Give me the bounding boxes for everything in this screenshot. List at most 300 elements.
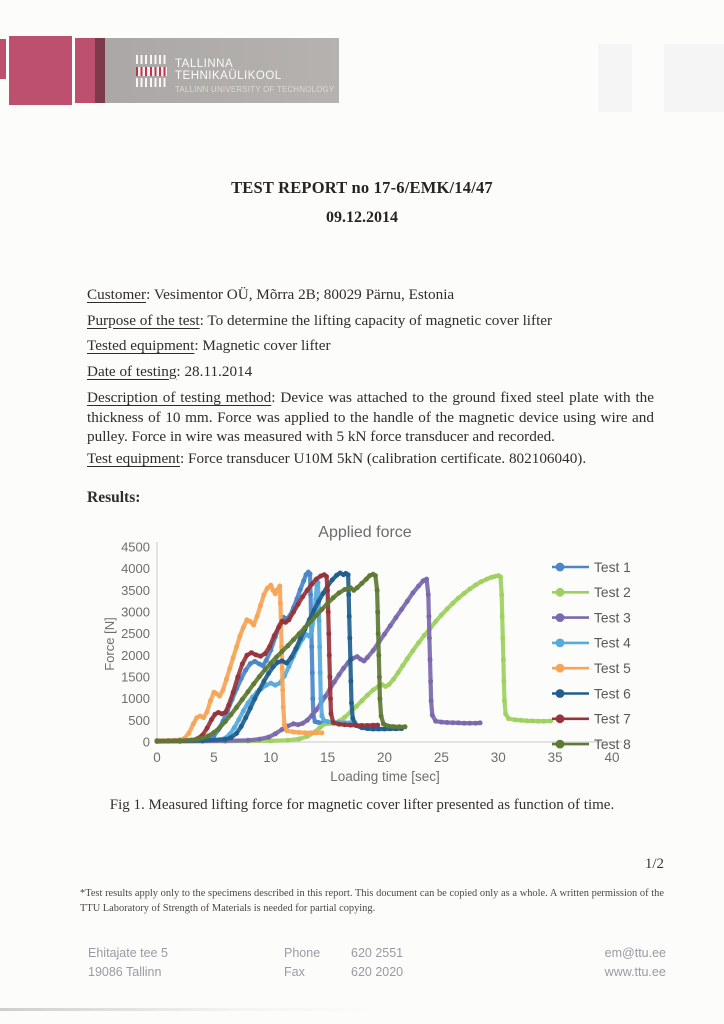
series-marker (268, 661, 273, 666)
x-tick-label: 10 (263, 750, 279, 765)
series-marker (430, 713, 435, 718)
header-banner (0, 0, 724, 125)
phone-row (284, 944, 514, 963)
series-marker (399, 607, 404, 612)
series-marker (439, 720, 444, 725)
series-marker (354, 723, 359, 728)
disclaimer-text: *Test results apply only to the specimens described in this report. This document can be copied only as a whole. A written permission of the TTU Laboratory of Strength of Materials is needed for partial copying. (80, 888, 664, 914)
series-marker (445, 607, 450, 612)
series-marker (473, 583, 478, 588)
series-marker (396, 670, 401, 675)
series-marker (456, 596, 461, 601)
series-marker (326, 631, 331, 636)
series-marker (155, 739, 160, 744)
series-marker (337, 590, 342, 595)
series-marker (439, 613, 444, 618)
series-marker (354, 704, 359, 709)
email: em@ttu.ee (604, 946, 666, 960)
series-marker (186, 731, 191, 736)
series-marker (337, 722, 342, 727)
x-tick-label: 0 (153, 750, 161, 765)
series-marker (346, 592, 351, 597)
series-marker (348, 679, 353, 684)
applied-force-figure (100, 520, 665, 798)
series-marker (484, 577, 489, 582)
series-marker (513, 717, 518, 722)
series-marker (297, 631, 302, 636)
series-marker (456, 720, 461, 725)
series-marker (251, 623, 256, 628)
series-marker (302, 730, 307, 735)
x-tick-label: 15 (320, 750, 336, 765)
series-marker (189, 738, 194, 743)
banner-strip (75, 38, 339, 103)
series-marker (503, 711, 508, 716)
series-marker (286, 617, 291, 622)
series-marker (323, 694, 328, 699)
series-marker (194, 737, 199, 742)
series-marker (252, 696, 257, 701)
series-marker (319, 607, 324, 612)
series-marker (348, 657, 353, 662)
series-marker (337, 672, 342, 677)
series-marker (277, 584, 282, 589)
series-marker (381, 721, 386, 726)
series-marker (473, 721, 478, 726)
series-marker (314, 577, 319, 582)
series-marker (234, 644, 239, 649)
field-value: Device was attached to the ground fixed steel plate with the thickness of 10 mm. Force was applied to the handle of the magnetic device using wire and pulley. Force in wire was measured with 5 kN force transducer and recorded. (87, 389, 655, 446)
series-marker (316, 720, 321, 725)
series-marker (226, 703, 231, 708)
series-marker (450, 720, 455, 725)
series-marker (427, 636, 432, 641)
x-tick-label: 5 (210, 750, 218, 765)
series-marker (462, 721, 467, 726)
series-marker (319, 714, 324, 719)
legend-marker (556, 563, 565, 572)
series-marker (410, 648, 415, 653)
series-marker (293, 646, 298, 651)
series-marker (241, 708, 246, 713)
x-tick-label: 25 (433, 750, 449, 765)
series-marker (291, 610, 296, 615)
field-separator (180, 450, 188, 467)
field-label: Test equipment (87, 449, 180, 467)
legend-label: Test 7 (594, 711, 631, 727)
series-marker (273, 683, 278, 688)
series-marker (424, 577, 429, 582)
series-marker (298, 587, 303, 592)
series-marker (267, 644, 272, 649)
series-marker (231, 655, 236, 660)
series-marker (410, 590, 415, 595)
series-marker (254, 652, 259, 657)
series-marker (257, 674, 262, 679)
series-marker (429, 698, 434, 703)
series-marker (422, 633, 427, 638)
logo-bar-row (136, 55, 167, 64)
fax-value: 620 2020 (351, 965, 404, 979)
series-marker (318, 696, 323, 701)
series-marker (405, 599, 410, 604)
field-label: Purpose of the test (87, 311, 200, 329)
series-marker (501, 679, 506, 684)
series-marker (285, 738, 290, 743)
series-marker (239, 724, 244, 729)
field-value: 28.11.2014 (184, 362, 253, 380)
series-marker (255, 614, 260, 619)
series-marker (498, 574, 503, 579)
series-marker (317, 644, 322, 649)
field-value: To determine the lifting capacity of magnetic cover lifter (207, 311, 553, 329)
field-separator (271, 389, 280, 406)
legend-label: Test 1 (594, 559, 631, 575)
series-marker (359, 698, 364, 703)
series-marker (257, 737, 262, 742)
series-marker (330, 577, 335, 582)
series-marker (268, 681, 273, 686)
legend-marker (556, 664, 565, 673)
legend-label: Test 6 (594, 686, 631, 702)
series-marker (243, 715, 248, 720)
series-marker (327, 653, 332, 658)
series-marker (462, 591, 467, 596)
legend-marker (556, 689, 565, 698)
series-marker (327, 675, 332, 680)
series-marker (428, 679, 433, 684)
series-marker (530, 719, 535, 724)
series-marker (291, 730, 296, 735)
legend-label: Test 5 (594, 661, 631, 676)
series-marker (376, 631, 381, 636)
series-marker (280, 659, 285, 664)
series-marker (310, 670, 315, 675)
series-marker (328, 696, 333, 701)
series-marker (284, 728, 289, 733)
series-marker (234, 731, 239, 736)
series-marker (208, 698, 213, 703)
series-marker (248, 706, 253, 711)
series-marker (280, 666, 285, 671)
series-marker (232, 725, 237, 730)
series-marker (209, 717, 214, 722)
series-marker (541, 719, 546, 724)
series-marker (365, 693, 370, 698)
series-marker (355, 585, 360, 590)
series-marker (331, 595, 336, 600)
legend-marker (556, 639, 565, 648)
series-marker (308, 571, 313, 576)
series-marker (236, 717, 241, 722)
field-tested-equipment (87, 337, 654, 354)
series-marker (346, 572, 351, 577)
series-marker (500, 614, 505, 619)
field-label: Tested equipment (87, 337, 195, 354)
series-marker (373, 573, 378, 578)
field-customer (87, 286, 654, 303)
series-marker (502, 698, 507, 703)
series-marker (252, 659, 257, 664)
series-marker (359, 581, 364, 586)
report-fields (87, 286, 654, 475)
university-name-en: TALLINN UNIVERSITY OF TECHNOLOGY (175, 85, 335, 94)
series-marker (536, 719, 541, 724)
series-marker (266, 671, 271, 676)
y-tick-label: 500 (128, 712, 150, 728)
series-marker (321, 591, 326, 596)
website: www.ttu.ee (604, 965, 666, 979)
series-marker (191, 721, 196, 726)
series-marker (342, 587, 347, 592)
series-marker (261, 679, 266, 684)
series-marker (316, 599, 321, 604)
series-marker (312, 608, 317, 613)
series-marker (296, 602, 301, 607)
series-marker (506, 716, 511, 721)
series-marker (243, 668, 248, 673)
series-marker (342, 722, 347, 727)
field-purpose (87, 312, 654, 329)
series-marker (240, 662, 245, 667)
results-heading: Results: (87, 489, 141, 506)
field-value: Vesimentor OÜ, Mõrra 2B; 80029 Pärnu, Estonia (153, 286, 455, 303)
series-marker (246, 689, 251, 694)
y-tick-label: 1500 (121, 669, 150, 685)
legend-label: Test 3 (594, 610, 631, 626)
series-marker (223, 737, 228, 742)
series-marker (248, 661, 253, 666)
series-marker (268, 583, 273, 588)
series-marker (433, 619, 438, 624)
footer-address (88, 944, 284, 982)
series-marker (416, 640, 421, 645)
series-marker (382, 632, 387, 637)
address-line2: 19086 Tallinn (88, 965, 162, 979)
series-marker (318, 670, 323, 675)
series-marker (307, 634, 312, 639)
series-marker (228, 712, 233, 717)
series-marker (377, 696, 382, 701)
series-marker (241, 625, 246, 630)
logo-bar-row (136, 67, 167, 76)
series-marker (314, 613, 319, 618)
y-tick-label: 4500 (121, 539, 150, 555)
series-marker (308, 730, 313, 735)
series-marker (258, 603, 263, 608)
series-marker (200, 736, 205, 741)
series-marker (375, 588, 380, 593)
series-marker (329, 711, 334, 716)
series-marker (266, 735, 271, 740)
logo-bar-row (136, 78, 167, 87)
field-label: Date of testing (87, 362, 177, 380)
series-marker (272, 633, 277, 638)
series-marker (282, 722, 287, 727)
y-axis-label: Force [N] (102, 617, 117, 671)
series-marker (377, 675, 382, 680)
series-marker (479, 579, 484, 584)
series-marker (385, 724, 390, 729)
series-marker (371, 688, 376, 693)
fax-row (284, 963, 514, 982)
series-marker (302, 625, 307, 630)
series-marker (400, 663, 405, 668)
y-tick-label: 2000 (121, 647, 150, 663)
series-marker (263, 651, 268, 656)
field-value: Force transducer U10M 5kN (calibration certificate. 802106040). (188, 449, 587, 467)
page-number: 1/2 (644, 856, 664, 872)
series-marker (257, 688, 262, 693)
university-name-et: TALLINNA TEHNIKAÜLIKOOL (175, 58, 282, 82)
field-label: Customer (87, 286, 147, 303)
series-marker (365, 723, 370, 728)
series-marker (206, 733, 211, 738)
series-marker (228, 735, 233, 740)
series-marker (205, 726, 210, 731)
figure-caption: Fig 1. Measured lifting force for magnetic cover lifter presented as function of time. (109, 797, 615, 813)
x-tick-label: 30 (490, 750, 506, 765)
series-marker (309, 644, 314, 649)
fax-label: Fax (284, 965, 305, 979)
series-marker (317, 618, 322, 623)
y-tick-label: 4000 (121, 561, 150, 577)
x-tick-label: 40 (604, 750, 620, 765)
series-marker (273, 591, 278, 596)
series-marker (308, 592, 313, 597)
scan-artifact (0, 1008, 380, 1011)
series-marker (240, 697, 245, 702)
y-tick-label: 0 (142, 734, 150, 750)
footer-contact (88, 944, 666, 982)
series-marker (314, 730, 319, 735)
series-marker (347, 614, 352, 619)
series-marker (201, 715, 206, 720)
series-marker (291, 637, 296, 642)
y-tick-label: 3000 (121, 604, 150, 620)
series-marker (281, 705, 286, 710)
series-marker (314, 707, 319, 712)
x-tick-label: 20 (376, 750, 393, 765)
series-marker (325, 588, 330, 593)
series-marker (276, 625, 281, 630)
series-marker (347, 636, 352, 641)
series-marker (251, 681, 256, 686)
series-marker (300, 721, 305, 726)
series-marker (524, 718, 529, 723)
applied-force-chart (100, 520, 665, 798)
series-marker (326, 610, 331, 615)
series-marker (319, 730, 324, 735)
series-marker (405, 656, 410, 661)
series-marker (280, 649, 285, 654)
series-marker (238, 633, 243, 638)
series-marker (258, 654, 263, 659)
series-marker (177, 738, 182, 743)
y-tick-label: 3500 (121, 582, 150, 598)
chart-title: Applied force (318, 524, 412, 541)
series-marker (309, 629, 314, 634)
series-marker (211, 730, 216, 735)
series-marker (296, 722, 301, 727)
series-marker (375, 723, 380, 728)
series-marker (375, 610, 380, 615)
series-marker (341, 666, 346, 671)
series-marker (467, 721, 472, 726)
report-date: 09.12.2014 (326, 209, 398, 226)
series-marker (300, 594, 305, 599)
report-title-line: TEST REPORT no 17-6/EMK/14/47 (231, 178, 493, 197)
series-marker (371, 648, 376, 653)
series-marker (445, 720, 450, 725)
series-marker (291, 721, 296, 726)
series-marker (393, 615, 398, 620)
university-name (175, 58, 339, 94)
field-test-equipment (87, 450, 654, 467)
series-marker (223, 710, 228, 715)
legend-label: Test 8 (594, 736, 631, 752)
series-marker (391, 724, 396, 729)
series-marker (433, 719, 438, 724)
series-marker (305, 588, 310, 593)
series-marker (391, 677, 396, 682)
series-marker (274, 655, 279, 660)
left-edge-sliver (0, 39, 6, 79)
series-marker (519, 718, 524, 723)
series-marker (305, 718, 310, 723)
series-marker (285, 643, 290, 648)
series-marker (499, 592, 504, 597)
series-marker (166, 738, 171, 743)
series-marker (223, 719, 228, 724)
series-marker (371, 723, 376, 728)
series-marker (280, 688, 285, 693)
series-marker (244, 653, 249, 658)
series-marker (261, 592, 266, 597)
series-marker (235, 675, 240, 680)
series-marker (450, 601, 455, 606)
series-marker (332, 679, 337, 684)
field-label: Description of testing method (87, 389, 272, 406)
series-marker (231, 690, 236, 695)
series-marker (278, 601, 283, 606)
series-marker (249, 650, 254, 655)
series-marker (224, 677, 229, 682)
series-marker (428, 657, 433, 662)
series-marker (309, 582, 314, 587)
series-marker (416, 584, 421, 589)
series-marker (365, 655, 370, 660)
field-separator (146, 286, 154, 303)
ttu-logo-icon (136, 55, 167, 89)
legend-marker (556, 613, 565, 622)
series-marker (350, 716, 355, 721)
series-marker (325, 601, 330, 606)
field-date-of-testing (87, 363, 654, 380)
series-marker (359, 723, 364, 728)
legend-marker (556, 740, 565, 749)
series-marker (325, 719, 330, 724)
series-marker (301, 578, 306, 583)
series-marker (501, 657, 506, 662)
series-marker (397, 724, 402, 729)
series-marker (467, 587, 472, 592)
series-marker (308, 619, 313, 624)
series-marker (263, 667, 268, 672)
series-marker (478, 720, 483, 725)
series-marker (324, 574, 329, 579)
series-marker (309, 713, 314, 718)
